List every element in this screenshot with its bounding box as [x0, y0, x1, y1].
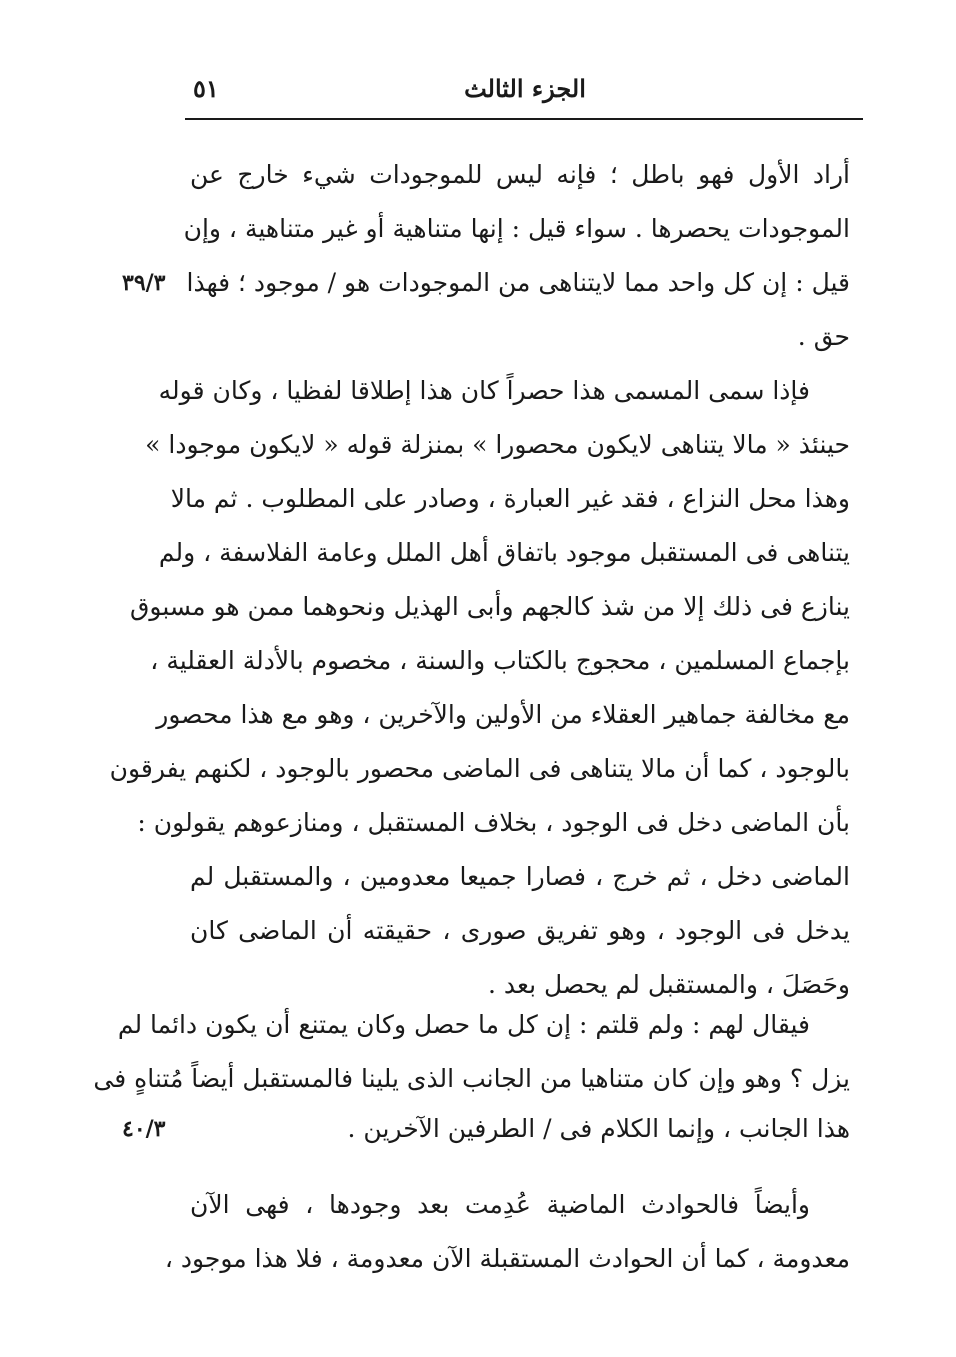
text-line: مع مخالفة جماهير العقلاء من الأولين والآخرين ، وهو مع هذا محصور — [156, 700, 850, 729]
page-number: ٥١ — [193, 74, 219, 103]
text-line: وأيضاً فالحوادث الماضية عُدِمت بعد وجودها ، فهى الآن — [190, 1190, 810, 1219]
text-line: معدومة ، كما أن الحوادث المستقبلة الآن معدومة ، فلا هذا موجود ، — [164, 1244, 850, 1273]
text-line: حق . — [797, 322, 850, 351]
text-line: الموجودات يحصرها . سواء قيل : إنها متناهية أو غير متناهية ، وإن — [183, 214, 850, 243]
text-line: ينازع فى ذلك إلا من شذ كالجهم وأبى الهذيل ونحوهما ممن هو مسبوق — [130, 592, 850, 621]
text-line: وحَصَلَ ، والمستقبل لم يحصل بعد . — [488, 970, 850, 999]
text-line: حينئذ « مالا يتناهى لايكون محصورا » بمنزلة قوله « لايكون موجودا » — [145, 430, 850, 459]
text-line: بأن الماضى دخل فى الوجود ، بخلاف المستقبل ، ومنازعوهم يقولون : — [137, 808, 850, 837]
text-line: بالوجود ، كما أن مالا يتناهى فى الماضى محصور بالوجود ، لكنهم يفرقون — [109, 754, 850, 783]
text-line: هذا الجانب ، وإنما الكلام فى / الطرفين الآخرين . — [347, 1114, 850, 1143]
text-line: قيل : إن كل واحد مما لايتناهى من الموجودات هو / موجود ؛ فهذا — [186, 268, 850, 297]
text-line: يدخل فى الوجود ، وهو تفريق صورى ، حقيقته أن الماضى كان — [190, 916, 850, 945]
marginal-reference: ٣٩/٣ — [122, 270, 166, 296]
text-line: الماضى دخل ، ثم خرج ، فصارا جميعا معدومين ، والمستقبل لم — [190, 862, 850, 891]
text-line: فيقال لهم : ولم قلتم : إن كل ما حصل وكان يمتنع أن يكون دائما لم — [117, 1010, 810, 1039]
text-line: فإذا سمى المسمى هذا حصراً كان هذا إطلاقا لفظيا ، وكان قوله — [158, 376, 810, 405]
text-line: أراد الأول فهو باطل ؛ فإنه ليس للموجودات شيء خارج عن — [190, 160, 850, 189]
text-line: بإجماع المسلمين ، محجوج بالكتاب والسنة ، مخصوم بالأدلة العقلية ، — [150, 646, 850, 675]
marginal-reference: ٤٠/٣ — [122, 1116, 166, 1142]
text-line: يتناهى فى المستقبل موجود باتفاق أهل الملل وعامة الفلاسفة ، ولم — [158, 538, 850, 567]
page-header — [185, 70, 863, 110]
header-rule — [185, 118, 863, 120]
text-line: يزل ؟ وهو وإن كان متناهيا من الجانب الذى يلينا فالمستقبل أيضاً مُتناهٍ فى — [93, 1064, 850, 1093]
running-title: الجزء الثالث — [464, 74, 586, 103]
text-line: وهذا محل النزاع ، فقد غير العبارة ، وصادر على المطلوب . ثم مالا — [170, 484, 850, 513]
